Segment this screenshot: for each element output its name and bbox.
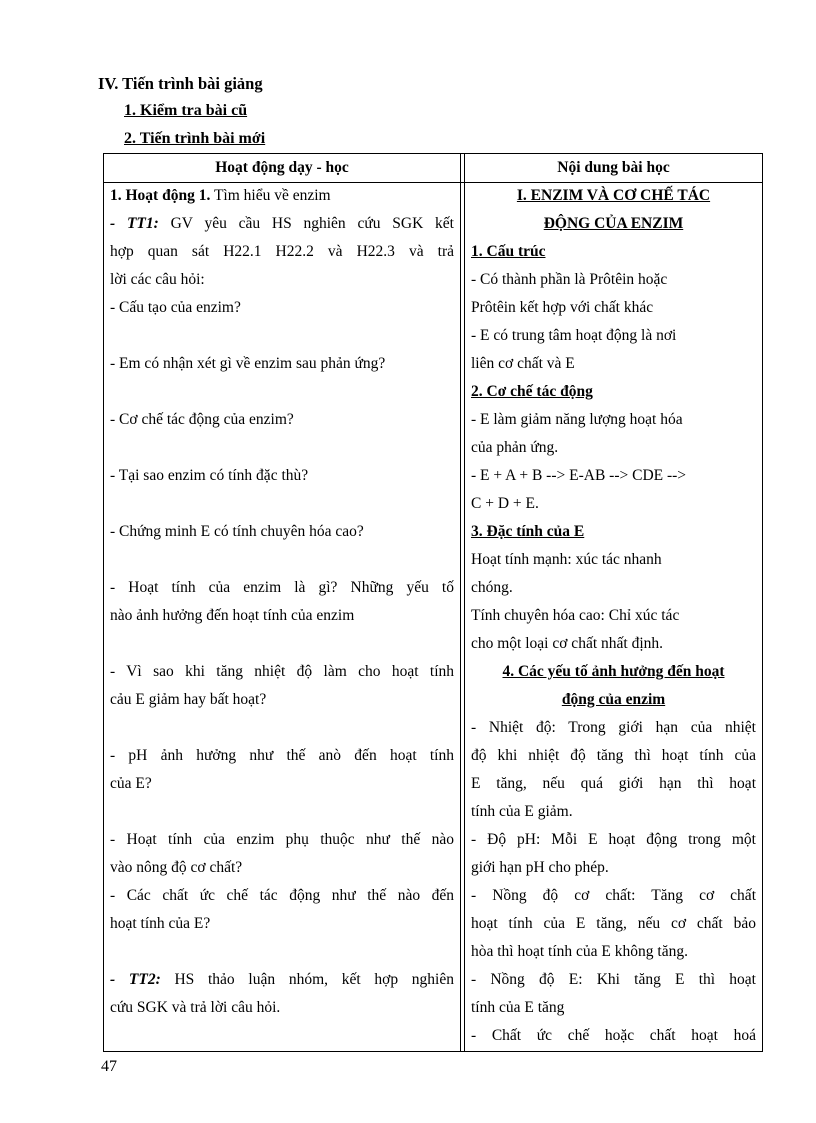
content-line: hòa thì hoạt tính của E không tăng. <box>471 943 688 960</box>
subheading-review: 1. Kiểm tra bài cũ <box>124 102 248 119</box>
page-number: 47 <box>101 1058 117 1075</box>
section-title-structure: 1. Cấu trúc <box>471 243 546 260</box>
section-title-mechanism: 2. Cơ chế tác động <box>471 383 593 400</box>
question: cảu E giảm hay bất hoạt? <box>110 691 267 708</box>
question: nào ảnh hưởng đến hoạt tính của enzim <box>110 607 355 624</box>
question: - pH ảnh hưởng như thế anò đến hoạt tính <box>110 747 454 764</box>
content-line: - Nhiệt độ: Trong giới hạn của nhiệt <box>471 719 756 736</box>
content-line: - Nồng độ E: Khi tăng E thì hoạt <box>471 971 756 988</box>
content-line: C + D + E. <box>471 495 539 512</box>
content-line: tính của E giảm. <box>471 803 573 820</box>
teaching-activities-column <box>104 154 460 1051</box>
column-header-content: Nội dung bài học <box>557 159 670 176</box>
section-title-properties: 3. Đặc tính của E <box>471 523 585 540</box>
question: hoạt tính của E? <box>110 915 211 932</box>
tt2-line: - TT2: HS thảo luận nhóm, kết hợp nghiên <box>110 971 454 988</box>
subheading-new-lesson: 2. Tiến trình bài mới <box>124 130 266 147</box>
content-line: chóng. <box>471 579 513 596</box>
activity-title: 1. Hoạt động 1. Tìm hiểu về enzim <box>110 187 331 204</box>
content-line: Prôtêin kết hợp với chất khác <box>471 299 654 316</box>
tt1-line: - TT1: GV yêu cầu HS nghiên cứu SGK kết <box>110 215 454 232</box>
content-title: I. ENZIM VÀ CƠ CHẾ TÁC <box>516 187 711 204</box>
content-line: tính của E tăng <box>471 999 565 1016</box>
section-title-factors: động của enzim <box>561 691 666 708</box>
question: - Cấu tạo của enzim? <box>110 299 241 316</box>
content-line: - Chất ức chế hoặc chất hoạt hoá <box>471 1027 756 1044</box>
column-divider <box>460 154 461 1051</box>
question: - Chứng minh E có tính chuyên hóa cao? <box>110 523 364 540</box>
lesson-table <box>103 153 763 1052</box>
content-line: giới hạn pH cho phép. <box>471 859 609 876</box>
content-line: - Nồng độ cơ chất: Tăng cơ chất <box>471 887 756 904</box>
content-line: cho một loại cơ chất nhất định. <box>471 635 663 652</box>
question: của E? <box>110 775 152 792</box>
question: vào nông độ cơ chất? <box>110 859 243 876</box>
question: - Hoạt tính của enzim phụ thuộc như thế nào <box>110 831 454 848</box>
question: - Các chất ức chế tác động như thế nào đến <box>110 887 454 904</box>
question: - Vì sao khi tăng nhiệt độ làm cho hoạt tính <box>110 663 454 680</box>
content-line: - Có thành phần là Prôtêin hoặc <box>471 271 668 288</box>
content-line: độ khi nhiệt độ tăng thì hoạt tính của <box>471 747 756 764</box>
content-title: ĐỘNG CỦA ENZIM <box>543 215 684 232</box>
question: - Hoạt tính của enzim là gì? Những yếu tố <box>110 579 454 596</box>
content-line: Hoạt tính mạnh: xúc tác nhanh <box>471 551 662 568</box>
column-header-activities: Hoạt động dạy - học <box>215 159 349 176</box>
question: - Tại sao enzim có tính đặc thù? <box>110 467 309 484</box>
question: - Em có nhận xét gì về enzim sau phản ứng? <box>110 355 386 372</box>
tt2-line: cứu SGK và trả lời câu hỏi. <box>110 999 281 1016</box>
tt1-line: hợp quan sát H22.1 H22.2 và H22.3 và trả <box>110 243 454 260</box>
content-line: hoạt tính của E tăng, nếu cơ chất bảo <box>471 915 756 932</box>
content-line: - Độ pH: Mỗi E hoạt động trong một <box>471 831 756 848</box>
content-line: - E có trung tâm hoạt động là nơi <box>471 327 677 344</box>
content-line: của phản ứng. <box>471 439 559 456</box>
content-line: - E + A + B --> E-AB --> CDE --> <box>471 467 687 484</box>
question: - Cơ chế tác động của enzim? <box>110 411 294 428</box>
content-line: - E làm giảm năng lượng hoạt hóa <box>471 411 683 428</box>
lesson-content-column <box>465 154 762 1051</box>
content-line: liên cơ chất và E <box>471 355 575 372</box>
content-line: E tăng, nếu quá giới hạn thì hoạt <box>471 775 756 792</box>
section-title-factors: 4. Các yếu tố ảnh hưởng đến hoạt <box>502 663 725 680</box>
content-line: Tính chuyên hóa cao: Chỉ xúc tác <box>471 607 680 624</box>
tt1-line: lời các câu hỏi: <box>110 271 205 288</box>
section-heading: IV. Tiến trình bài giảng <box>98 74 263 93</box>
